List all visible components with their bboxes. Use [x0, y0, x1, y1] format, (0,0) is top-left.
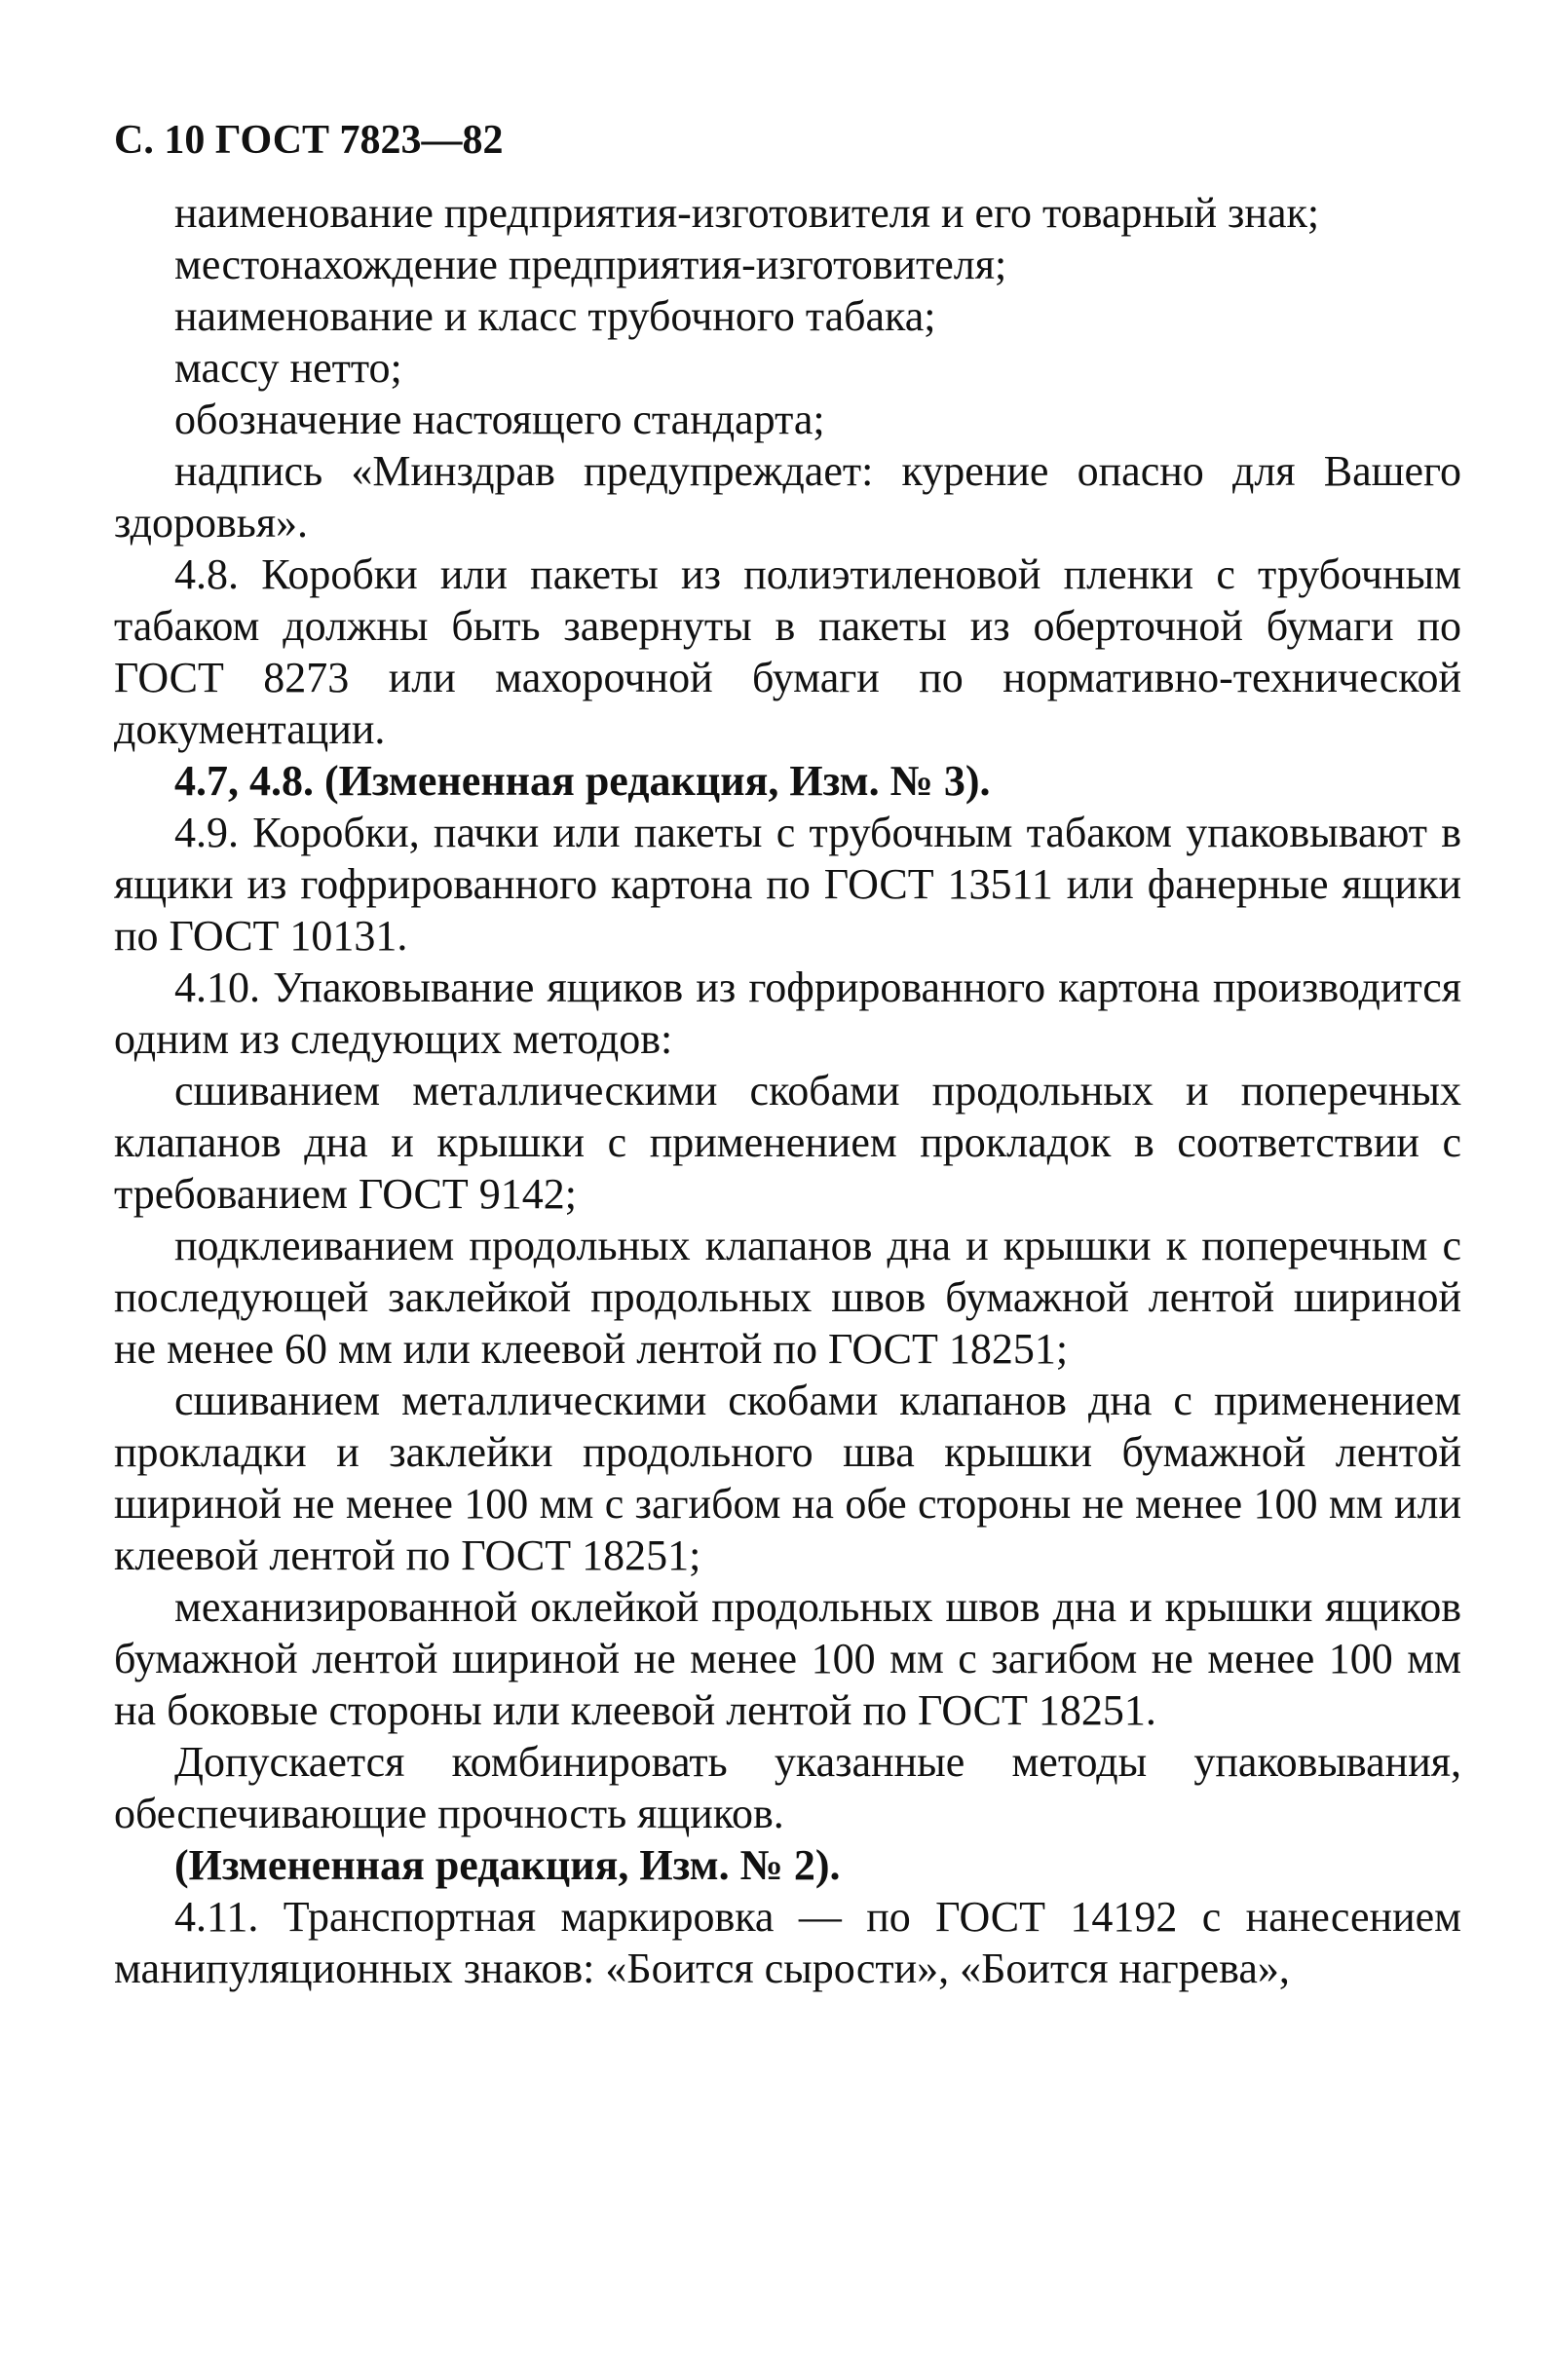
clause-4-11: 4.11. Транспортная маркировка — по ГОСТ 14192 с нанесением манипуляционных знаков: «Боится сырости», «Боится нагрева», — [114, 1893, 1461, 1992]
method-mechanized-taping: механизированной оклейкой продольных швов дна и крышки ящиков бумажной лентой шириной не менее 100 мм с загибом не менее 100 мм на боковые стороны или клеевой лентой по ГОСТ 18251. — [114, 1583, 1461, 1734]
list-item-standard-designation: обозначение настоящего стандарта; — [174, 396, 825, 443]
amendment-note-2: (Измененная редакция, Изм. № 2). — [174, 1841, 841, 1889]
amendment-note-4-7-4-8: 4.7, 4.8. (Измененная редакция, Изм. № 3). — [174, 757, 991, 805]
clause-4-10: 4.10. Упаковывание ящиков из гофрированного картона производится одним из следующих методов: — [114, 963, 1461, 1063]
list-item-manufacturer-location: местонахождение предприятия-изготовителя; — [174, 241, 1007, 288]
list-item-manufacturer-name: наименование предприятия-изготовителя и его товарный знак; — [174, 189, 1320, 237]
list-item-net-mass: массу нетто; — [174, 344, 402, 392]
clause-4-9: 4.9. Коробки, пачки или пакеты с трубочным табаком упаковывают в ящики из гофрированного картона по ГОСТ 13511 или фанерные ящики по ГОСТ 10131. — [114, 809, 1461, 960]
method-stitching-bottom-flaps: сшиванием металлическими скобами клапанов дна с применением прокладки и заклейки продольного шва крышки бумажной лентой шириной не менее 100 мм с загибом на обе стороны не менее 100 мм или клеевой лентой по ГОСТ 18251; — [114, 1377, 1461, 1579]
list-item-tobacco-name-class: наименование и класс трубочного табака; — [174, 292, 936, 340]
page-header: С. 10 ГОСТ 7823—82 — [114, 118, 504, 163]
list-item-health-warning: надпись «Минздрав предупреждает: курение опасно для Вашего здоровья». — [114, 447, 1461, 547]
document-page — [114, 115, 1461, 1994]
method-stitching-with-pads: сшиванием металлическими скобами продольных и поперечных клапанов дна и крышки с применением прокладок в соответствии с требованием ГОСТ 9142; — [114, 1067, 1461, 1218]
combination-allowed-note: Допускается комбинировать указанные методы упаковывания, обеспечивающие прочность ящиков. — [114, 1738, 1461, 1837]
clause-4-8: 4.8. Коробки или пакеты из полиэтиленовой пленки с трубочным табаком должны быть завернуты в пакеты из оберточной бумаги по ГОСТ 8273 или махорочной бумаги по нормативно-технической документации. — [114, 550, 1461, 753]
method-gluing-flaps: подклеиванием продольных клапанов дна и крышки к поперечным с последующей заклейкой продольных швов бумажной лентой шириной не менее 60 мм или клеевой лентой по ГОСТ 18251; — [114, 1222, 1461, 1373]
